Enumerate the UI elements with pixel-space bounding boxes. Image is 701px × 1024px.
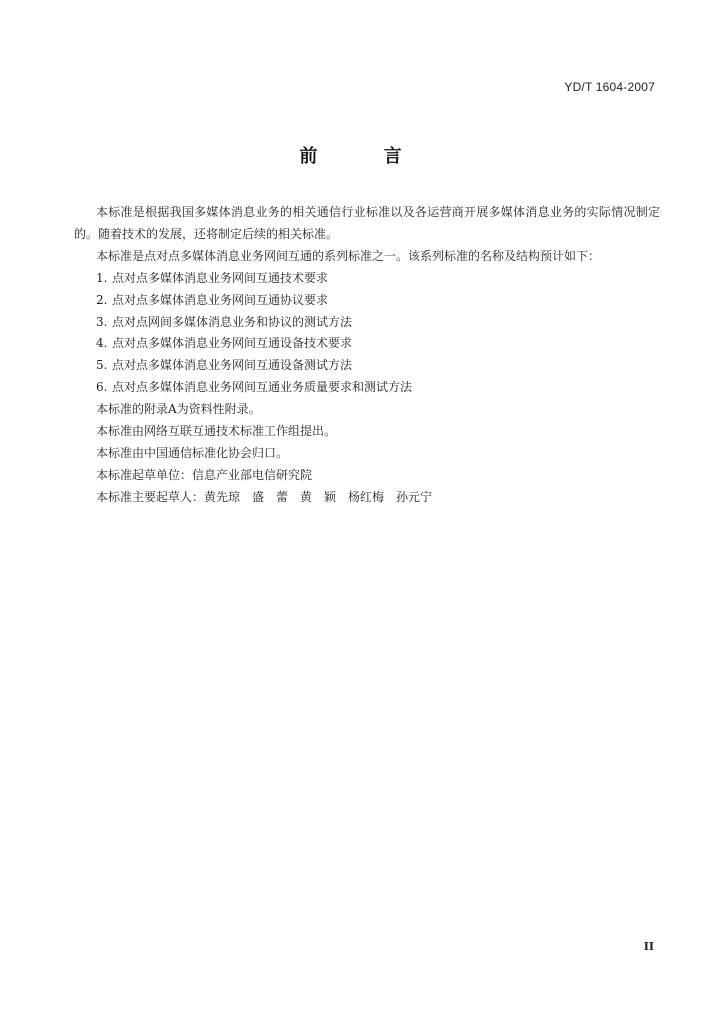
list-item: [74, 333, 660, 355]
list-item-number: 5.: [96, 358, 108, 373]
preface-body: [74, 202, 660, 509]
list-item-number: 3.: [96, 314, 108, 329]
list-item-text: 点对点多媒体消息业务网间互通设备技术要求: [112, 336, 353, 351]
list-item-text: 点对点多媒体消息业务网间互通业务质量要求和测试方法: [112, 380, 413, 395]
list-item-text: 点对点网间多媒体消息业务和协议的测试方法: [112, 314, 353, 329]
list-item-text: 点对点多媒体消息业务网间互通协议要求: [112, 292, 329, 307]
standard-code: YD/T 1604-2007: [564, 80, 655, 94]
paragraph-drafters: 本标准主要起草人：黄先琼 盛 蕾 黄 颖 杨红梅 孙元宁: [96, 489, 433, 504]
list-item-number: 6.: [96, 380, 108, 395]
list-item: [74, 312, 660, 334]
paragraph-background: 本标准是根据我国多媒体消息业务的相关通信行业标准以及各运营商开展多媒体消息业务的实际情况制定的。随着技术的发展，还将制定后续的相关标准。: [74, 205, 660, 241]
list-item-number: 2.: [96, 292, 108, 307]
paragraph-drafting-unit: 本标准起草单位：信息产业部电信研究院: [96, 467, 313, 482]
list-item: [74, 377, 660, 399]
paragraph-managed-by: 本标准由中国通信标准化协会归口。: [96, 445, 289, 460]
list-item: [74, 268, 660, 290]
list-item-number: 4.: [96, 336, 108, 351]
page-number: II: [643, 940, 654, 953]
list-item-number: 1.: [96, 270, 108, 285]
list-item-text: 点对点多媒体消息业务网间互通技术要求: [112, 270, 329, 285]
list-item: [74, 290, 660, 312]
paragraph-proposed-by: 本标准由网络互联互通技术标准工作组提出。: [96, 424, 337, 439]
list-item: [74, 355, 660, 377]
list-item-text: 点对点多媒体消息业务网间互通设备测试方法: [112, 358, 353, 373]
paragraph-series-intro: 本标准是点对点多媒体消息业务网间互通的系列标准之一。该系列标准的名称及结构预计如下：: [96, 248, 601, 263]
page-title: 前 言: [299, 146, 432, 167]
paragraph-annex: 本标准的附录A为资料性附录。: [96, 402, 261, 417]
series-list: [74, 268, 660, 399]
